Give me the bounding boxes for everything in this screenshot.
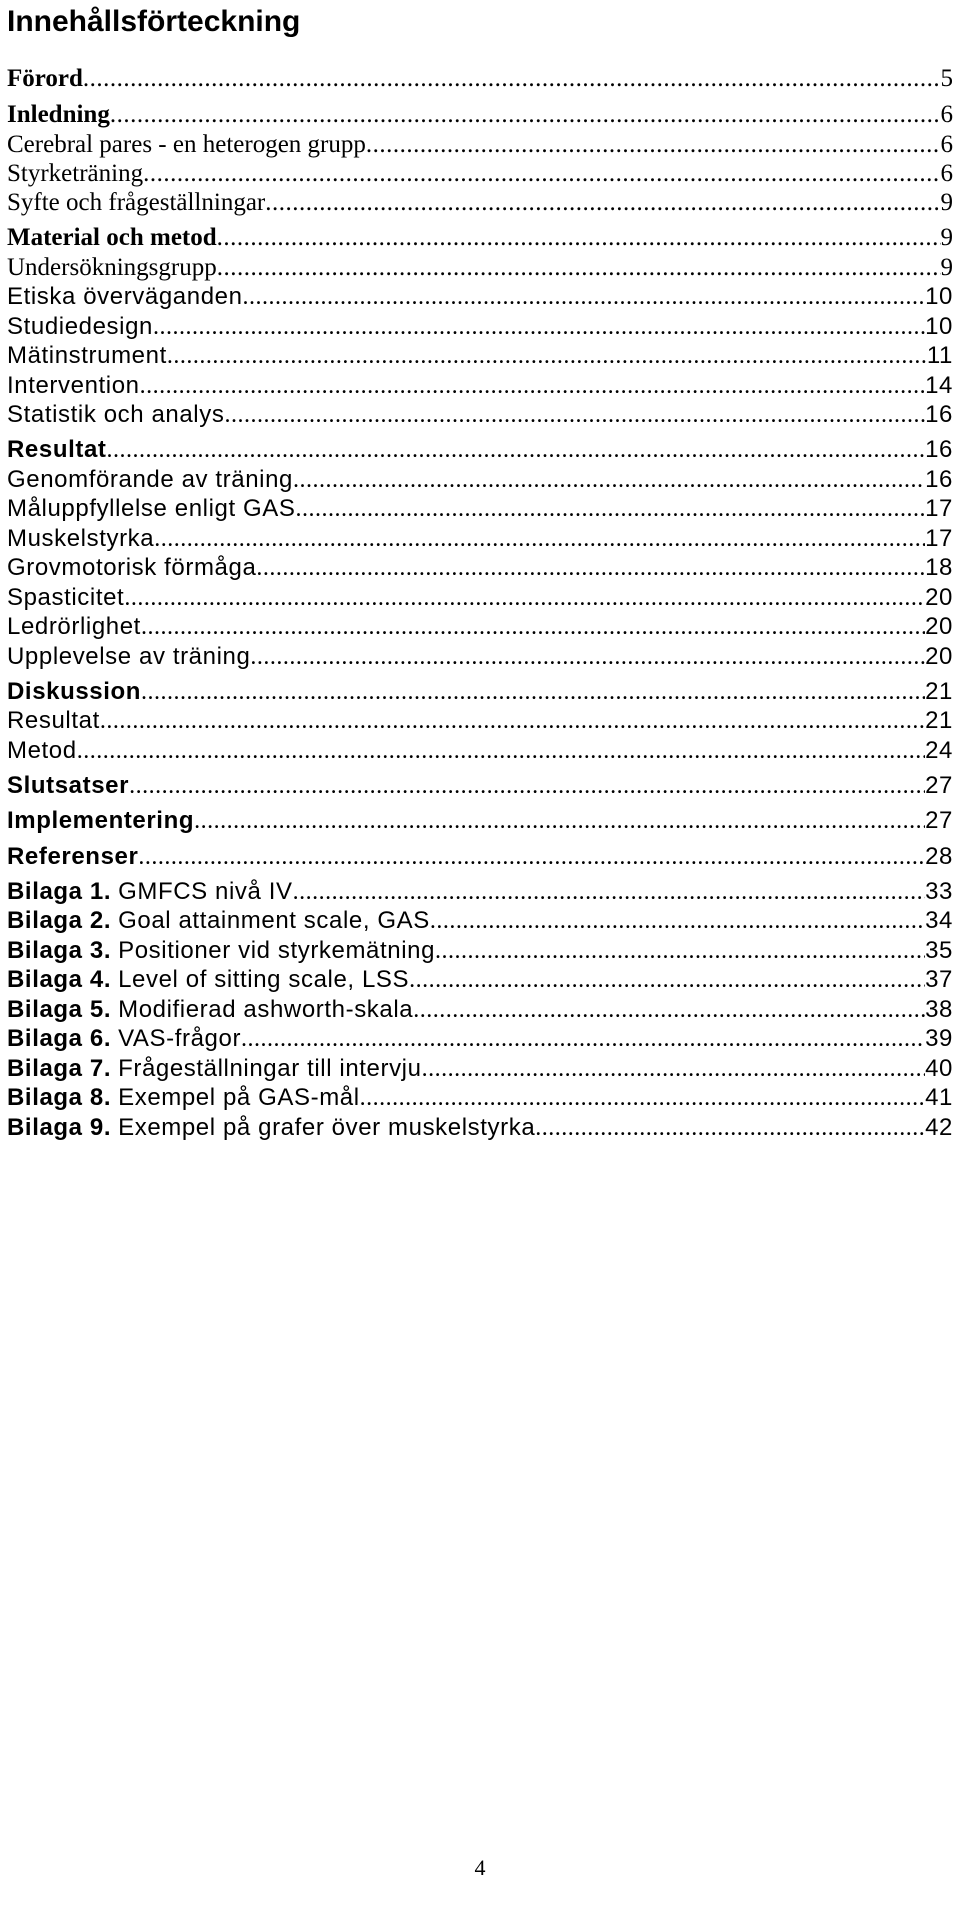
toc-entry-label: Studiedesign bbox=[7, 313, 153, 340]
toc-entry[interactable] bbox=[7, 280, 953, 314]
toc-dot-leader bbox=[100, 704, 925, 738]
toc-entry-label: Implementering bbox=[7, 807, 195, 834]
toc-dot-leader bbox=[110, 98, 941, 132]
toc-entry-page: 16 bbox=[925, 401, 953, 428]
toc-dot-leader bbox=[360, 1081, 925, 1115]
toc-entry-page: 9 bbox=[940, 189, 953, 216]
toc-entry-page: 17 bbox=[925, 525, 953, 552]
toc-entry-page: 14 bbox=[925, 372, 953, 399]
toc-entry-label: Statistik och analys bbox=[7, 401, 225, 428]
toc-dot-leader bbox=[107, 433, 926, 467]
toc-entry[interactable] bbox=[7, 904, 953, 938]
toc-entry[interactable] bbox=[7, 398, 953, 432]
page-number: 4 bbox=[474, 1855, 486, 1880]
toc-entry-page: 21 bbox=[925, 678, 953, 705]
toc-dot-leader bbox=[256, 551, 925, 585]
toc-entry-label: Level of sitting scale, LSS bbox=[118, 966, 410, 993]
toc-entry[interactable] bbox=[7, 551, 953, 585]
toc-entry-page: 6 bbox=[940, 101, 953, 128]
toc-dot-leader bbox=[83, 62, 941, 96]
toc-entry[interactable] bbox=[7, 339, 953, 373]
toc-entry-label: Frågeställningar till intervju bbox=[118, 1055, 422, 1082]
toc-dot-leader bbox=[129, 769, 925, 803]
toc-entry[interactable] bbox=[7, 186, 953, 220]
toc-entry[interactable] bbox=[7, 963, 953, 997]
toc-entry-prefix: Bilaga 9. bbox=[7, 1114, 112, 1141]
toc-entry-label: Inledning bbox=[7, 101, 110, 128]
toc-entry-label: Spasticitet bbox=[7, 584, 125, 611]
toc-entry-label: Grovmotorisk förmåga bbox=[7, 554, 257, 581]
toc-entry[interactable] bbox=[7, 1081, 953, 1115]
toc-entry-label: Etiska överväganden bbox=[7, 283, 243, 310]
toc-entry-label: Syfte och frågeställningar bbox=[7, 189, 266, 216]
toc-entry-label: Diskussion bbox=[7, 678, 142, 705]
toc-entry-page: 20 bbox=[925, 584, 953, 611]
toc-dot-leader bbox=[265, 186, 940, 220]
toc-entry[interactable] bbox=[7, 704, 953, 738]
toc-dot-leader bbox=[241, 1022, 925, 1056]
toc-dot-leader bbox=[141, 610, 925, 644]
toc-entry-page: 16 bbox=[925, 466, 953, 493]
toc-entry-page: 24 bbox=[925, 737, 953, 764]
toc-entry-page: 20 bbox=[925, 643, 953, 670]
toc-entry-page: 9 bbox=[940, 224, 953, 251]
toc-entry[interactable] bbox=[7, 492, 953, 526]
toc-dot-leader bbox=[295, 492, 925, 526]
toc-entry-label: GMFCS nivå IV bbox=[118, 878, 293, 905]
toc-entry-page: 18 bbox=[925, 554, 953, 581]
toc-entry-page: 40 bbox=[925, 1055, 953, 1082]
toc-entry-label: Genomförande av träning bbox=[7, 466, 293, 493]
toc-entry-prefix: Bilaga 6. bbox=[7, 1025, 112, 1052]
toc-dot-leader bbox=[430, 904, 925, 938]
toc-entry-page: 9 bbox=[940, 254, 953, 281]
toc-entry[interactable] bbox=[7, 640, 953, 674]
toc-entry[interactable] bbox=[7, 433, 953, 467]
toc-entry-label: Material och metod bbox=[7, 224, 217, 251]
toc-entry-label: Slutsatser bbox=[7, 772, 130, 799]
toc-entry-label: Referenser bbox=[7, 843, 139, 870]
toc-entry-label: Cerebral pares - en heterogen grupp bbox=[7, 131, 366, 158]
toc-entry-prefix: Bilaga 5. bbox=[7, 996, 112, 1023]
toc-entry-prefix: Bilaga 8. bbox=[7, 1084, 112, 1111]
toc-dot-leader bbox=[194, 804, 925, 838]
toc-entry-page: 16 bbox=[925, 436, 953, 463]
toc-dot-leader bbox=[167, 339, 927, 373]
toc-entry-page: 10 bbox=[925, 313, 953, 340]
toc-entry-page: 6 bbox=[940, 160, 953, 187]
toc-entry-page: 28 bbox=[925, 843, 953, 870]
toc-entry-label: Exempel på grafer över muskelstyrka bbox=[118, 1114, 536, 1141]
toc-entry-label: VAS-frågor bbox=[118, 1025, 242, 1052]
toc-entry[interactable] bbox=[7, 804, 953, 838]
toc-entry-label: Måluppfyllelse enligt GAS bbox=[7, 495, 296, 522]
toc-entry-page: 21 bbox=[925, 707, 953, 734]
toc-entry[interactable] bbox=[7, 221, 953, 255]
toc-entry[interactable] bbox=[7, 62, 953, 96]
toc-entry-label: Mätinstrument bbox=[7, 342, 167, 369]
toc-entry-page: 20 bbox=[925, 613, 953, 640]
toc-entry-prefix: Bilaga 4. bbox=[7, 966, 112, 993]
toc-entry-label: Upplevelse av träning bbox=[7, 643, 251, 670]
toc-entry-page: 11 bbox=[926, 342, 953, 369]
toc-dot-leader bbox=[409, 963, 925, 997]
toc-entry-label: Ledrörlighet bbox=[7, 613, 141, 640]
toc-entry-page: 27 bbox=[925, 807, 953, 834]
toc-entry-label: Goal attainment scale, GAS bbox=[118, 907, 430, 934]
toc-dot-leader bbox=[250, 640, 925, 674]
toc-dot-leader bbox=[77, 734, 925, 768]
toc-entry[interactable] bbox=[7, 610, 953, 644]
toc-entry-page: 33 bbox=[925, 878, 953, 905]
toc-entry-page: 6 bbox=[940, 131, 953, 158]
toc-entry-page: 38 bbox=[925, 996, 953, 1023]
toc-entry-label: Resultat bbox=[7, 436, 107, 463]
toc-entry-label: Muskelstyrka bbox=[7, 525, 155, 552]
toc-dot-leader bbox=[217, 221, 941, 255]
page-title: Innehållsförteckning bbox=[7, 5, 301, 38]
toc-entry-page: 5 bbox=[940, 65, 953, 92]
toc-entry-label: Modifierad ashworth-skala bbox=[118, 996, 414, 1023]
toc-dot-leader bbox=[535, 1111, 925, 1145]
toc-entry[interactable] bbox=[7, 840, 953, 874]
toc-dot-leader bbox=[243, 280, 926, 314]
toc-entry-label: Metod bbox=[7, 737, 77, 764]
toc-dot-leader bbox=[224, 398, 925, 432]
toc-entry[interactable] bbox=[7, 769, 953, 803]
toc-entry[interactable] bbox=[7, 734, 953, 768]
toc-entry-prefix: Bilaga 7. bbox=[7, 1055, 112, 1082]
toc-entry-prefix: Bilaga 2. bbox=[7, 907, 112, 934]
toc-entry-prefix: Bilaga 3. bbox=[7, 937, 112, 964]
toc-entry-page: 34 bbox=[925, 907, 953, 934]
toc-entry-prefix: Bilaga 1. bbox=[7, 878, 112, 905]
toc-dot-leader bbox=[138, 840, 925, 874]
toc-entry-label: Exempel på GAS-mål bbox=[118, 1084, 360, 1111]
toc-entry-label: Förord bbox=[7, 65, 83, 92]
toc-entry-label: Intervention bbox=[7, 372, 140, 399]
toc-entry-label: Undersökningsgrupp bbox=[7, 254, 217, 281]
toc-entry-page: 10 bbox=[925, 283, 953, 310]
toc-entry-label: Positioner vid styrkemätning bbox=[118, 937, 436, 964]
toc-entry-page: 41 bbox=[925, 1084, 953, 1111]
toc-entry-page: 42 bbox=[925, 1114, 953, 1141]
toc-entry[interactable] bbox=[7, 1111, 953, 1145]
toc-entry-page: 39 bbox=[925, 1025, 953, 1052]
toc-entry-page: 27 bbox=[925, 772, 953, 799]
toc-entry-label: Styrketräning bbox=[7, 160, 144, 187]
toc-entry[interactable] bbox=[7, 1022, 953, 1056]
toc-entry-label: Resultat bbox=[7, 707, 100, 734]
toc-entry[interactable] bbox=[7, 98, 953, 132]
toc-entry-page: 37 bbox=[925, 966, 953, 993]
toc-entry-page: 17 bbox=[925, 495, 953, 522]
toc-entry-page: 35 bbox=[925, 937, 953, 964]
